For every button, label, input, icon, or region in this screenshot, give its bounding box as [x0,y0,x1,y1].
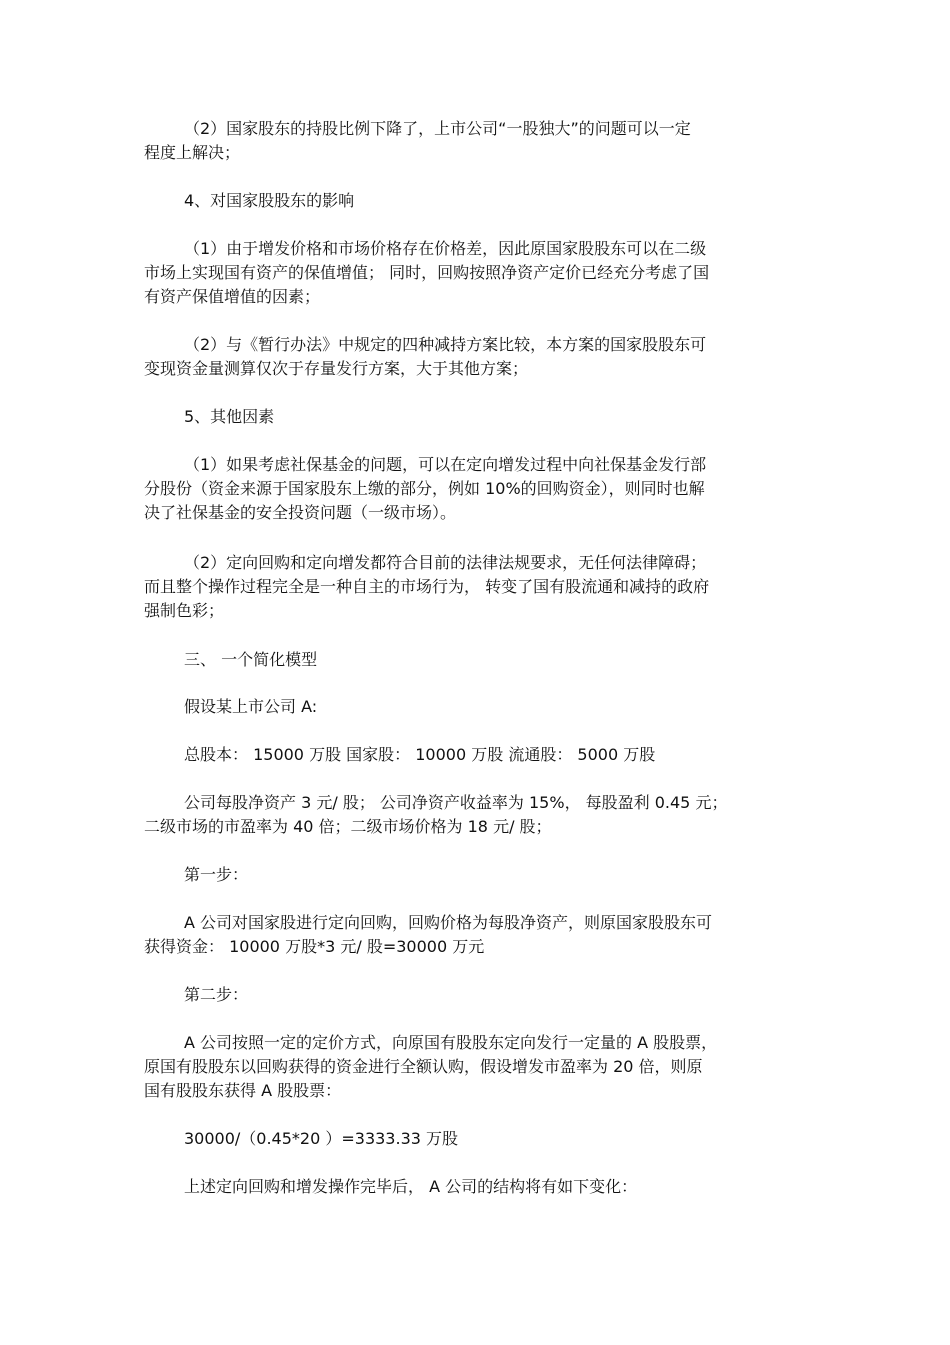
paragraph-line: 程度上解决； [144,143,241,162]
heading-text: 三、 一个简化模型 [184,650,318,669]
paragraph [144,791,816,839]
step-label [144,983,816,1007]
paragraph [144,743,816,767]
formula-text: 30000/（0.45*20 ）=3333.33 万股 [184,1129,459,1148]
paragraph-line: （2）与《暂行办法》中规定的四种减持方案比较，本方案的国家股股东可 [184,335,707,354]
paragraph-line: 公司每股净资产 3 元/ 股； 公司净资产收益率为 15%， 每股盈利 0.45 元； [184,793,728,812]
paragraph-line: 总股本： 15000 万股 国家股： 10000 万股 流通股： 5000 万股 [184,745,656,764]
paragraph-line: 决了社保基金的安全投资问题（一级市场）。 [144,503,457,522]
paragraph-line: （2）定向回购和定向增发都符合目前的法律法规要求，无任何法律障碍； [184,553,707,572]
formula [144,1127,816,1151]
paragraph [144,333,816,381]
paragraph-line: 强制色彩； [144,601,225,620]
step-text: 第二步： [184,985,249,1004]
paragraph-line: （2）国家股东的持股比例下降了，上市公司“一股独大”的问题可以一定 [184,119,691,138]
section-heading [144,189,816,213]
paragraph-line: 而且整个操作过程完全是一种自主的市场行为， 转变了国有股流通和减持的政府 [144,577,710,596]
step-label [144,863,816,887]
paragraph [144,117,816,165]
paragraph [144,237,816,309]
paragraph-line: 分股份（资金来源于国家股东上缴的部分，例如 10%的回购资金），则同时也解 [144,479,705,498]
paragraph-line: A 公司对国家股进行定向回购，回购价格为每股净资产，则原国家股股东可 [184,913,713,932]
paragraph-line: 有资产保值增值的因素； [144,287,321,306]
section-heading [144,405,816,429]
paragraph-line: 二级市场的市盈率为 40 倍；二级市场价格为 18 元/ 股； [144,817,552,836]
paragraph-line: 市场上实现国有资产的保值增值； 同时，回购按照净资产定价已经充分考虑了国 [144,263,710,282]
section-heading [144,648,816,672]
paragraph [144,551,816,623]
paragraph [144,1175,816,1199]
paragraph-line: 原国有股股东以回购获得的资金进行全额认购，假设增发市盈率为 20 倍，则原 [144,1057,703,1076]
paragraph [144,1031,816,1103]
paragraph [144,695,816,719]
paragraph-line: 获得资金： 10000 万股*3 元/ 股=30000 万元 [144,937,485,956]
paragraph-line: （1）如果考虑社保基金的问题，可以在定向增发过程中向社保基金发行部 [184,455,707,474]
step-text: 第一步： [184,865,249,884]
heading-text: 5、其他因素 [184,407,275,426]
paragraph-line: （1）由于增发价格和市场价格存在价格差，因此原国家股股东可以在二级 [184,239,707,258]
heading-text: 4、对国家股股东的影响 [184,191,355,210]
paragraph-line: 变现资金量测算仅次于存量发行方案，大于其他方案； [144,359,529,378]
paragraph-line: 上述定向回购和增发操作完毕后， A 公司的结构将有如下变化： [184,1177,638,1196]
paragraph-line: 假设某上市公司 A: [184,697,318,716]
paragraph [144,911,816,959]
paragraph-line: 国有股股东获得 A 股股票： [144,1081,342,1100]
paragraph [144,453,816,525]
paragraph-line: A 公司按照一定的定价方式，向原国有股股东定向发行一定量的 A 股股票， [184,1033,718,1052]
